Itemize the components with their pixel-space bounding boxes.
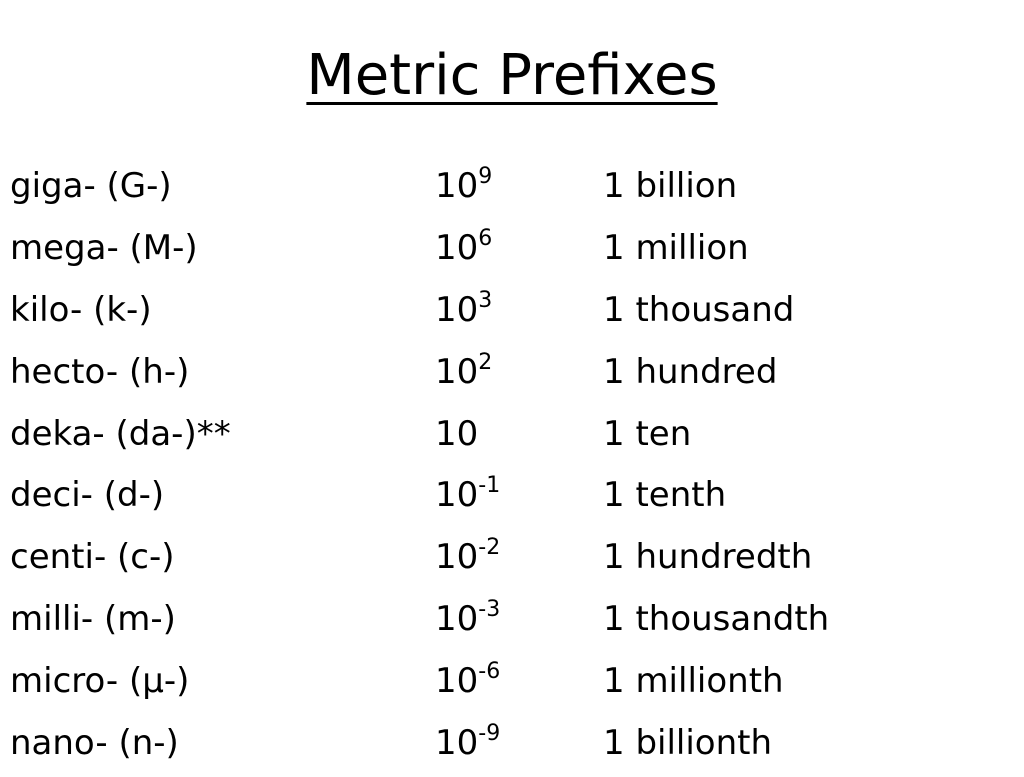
- power-cell: [435, 158, 492, 219]
- power-base: 10: [435, 413, 479, 454]
- value-cell: 1 billionth: [603, 723, 773, 764]
- power-base: 10: [435, 599, 479, 640]
- power-exponent: 3: [478, 287, 493, 313]
- power-exponent: -6: [478, 659, 501, 685]
- power-cell: [435, 591, 500, 652]
- power-base: 10: [435, 475, 479, 516]
- value-cell: 1 thousandth: [603, 599, 830, 640]
- power-cell: [435, 282, 492, 343]
- page-title: [0, 36, 1024, 116]
- power-base: 10: [435, 537, 479, 578]
- power-base: 10: [435, 227, 479, 268]
- power-exponent: -9: [478, 721, 501, 747]
- table-row: [10, 591, 1010, 653]
- table-row: [10, 529, 1010, 591]
- value-cell: 1 million: [603, 227, 749, 268]
- power-cell: [435, 529, 500, 590]
- power-base: 10: [435, 351, 479, 392]
- table-row: [10, 282, 1010, 344]
- prefix-cell: hecto- (h-): [10, 351, 190, 392]
- table-row: [10, 220, 1010, 282]
- prefix-cell: mega- (M-): [10, 227, 198, 268]
- prefix-cell: micro- (µ-): [10, 661, 190, 702]
- value-cell: 1 ten: [603, 413, 692, 454]
- power-base: 10: [435, 166, 479, 206]
- table-row: [10, 467, 1010, 529]
- power-exponent: -3: [478, 597, 501, 623]
- prefix-table: [10, 158, 1010, 777]
- power-cell: [435, 344, 492, 405]
- power-base: 10: [435, 723, 479, 764]
- table-row: [10, 653, 1010, 715]
- table-row: [10, 344, 1010, 406]
- power-base: 10: [435, 289, 479, 330]
- power-cell: [435, 406, 478, 467]
- prefix-cell: giga- (G-): [10, 166, 172, 206]
- prefix-cell: milli- (m-): [10, 599, 176, 640]
- prefix-cell: kilo- (k-): [10, 289, 152, 330]
- value-cell: 1 thousand: [603, 289, 795, 330]
- table-row: [10, 158, 1010, 220]
- title-text: Metric Prefixes: [306, 43, 718, 108]
- table-row: [10, 406, 1010, 468]
- power-cell: [435, 467, 500, 528]
- power-base: 10: [435, 661, 479, 702]
- power-exponent: 6: [478, 225, 493, 251]
- value-cell: 1 hundredth: [603, 537, 813, 578]
- power-exponent: -2: [478, 535, 501, 561]
- power-cell: [435, 653, 500, 714]
- power-exponent: 2: [478, 349, 493, 375]
- prefix-cell: centi- (c-): [10, 537, 175, 578]
- value-cell: 1 hundred: [603, 351, 778, 392]
- value-cell: 1 tenth: [603, 475, 727, 516]
- prefix-cell: nano- (n-): [10, 723, 179, 764]
- power-cell: [435, 715, 500, 776]
- power-exponent: 9: [478, 164, 493, 189]
- value-cell: 1 millionth: [603, 661, 784, 702]
- prefix-cell: deci- (d-): [10, 475, 165, 516]
- prefix-cell: deka- (da-)**: [10, 413, 231, 454]
- power-cell: [435, 220, 492, 281]
- power-exponent: -1: [478, 473, 501, 499]
- value-cell: 1 billion: [603, 166, 738, 206]
